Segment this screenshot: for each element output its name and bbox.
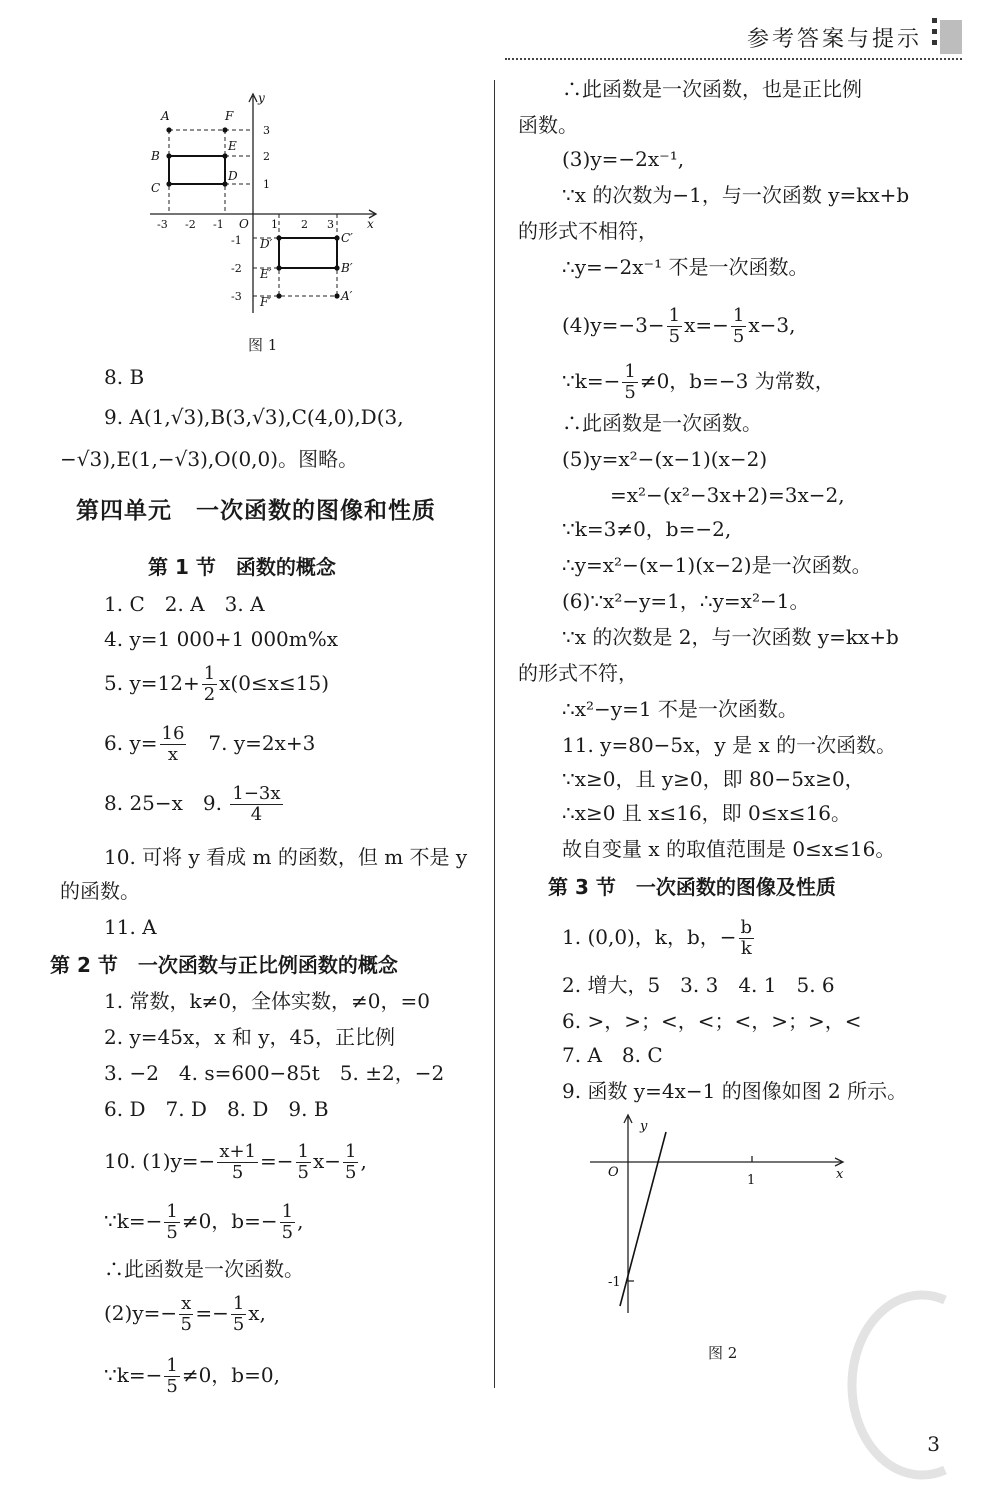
header-bar: [940, 20, 962, 54]
svg-text:D: D: [228, 169, 238, 183]
r-line-2: 函数。: [518, 113, 578, 137]
svg-text:E′: E′: [260, 267, 272, 281]
page-header: [0, 0, 1000, 70]
s1-answer-8-9: 8. 25−x 9. $\frac{1-3x}{4}$: [104, 783, 281, 825]
section-2-title: 第 2 节 一次函数与正比例函数的概念: [50, 953, 398, 977]
svg-text:-3: -3: [231, 290, 242, 303]
r-line-1: ∴此函数是一次函数，也是正比例: [562, 77, 862, 101]
r-line-3: (3)y=−2x⁻¹,: [562, 147, 685, 171]
figure-1-caption: 图 1: [248, 336, 278, 354]
section-3-title: 第 3 节 一次函数的图像及性质: [548, 875, 836, 899]
svg-text:x: x: [836, 1167, 844, 1182]
s3-answer-1: 1. (0,0)，k，b，− $\frac{b}{k}$: [562, 917, 753, 959]
r-line-5: 的形式不相符，: [518, 219, 658, 243]
r-line-20: ∴x≥0 且 x≤16，即 0≤x≤16。: [562, 801, 852, 825]
svg-text:B′: B′: [341, 261, 353, 275]
svg-text:2: 2: [301, 218, 308, 231]
r-line-15: ∵x 的次数是 2，与一次函数 y=kx+b: [562, 625, 899, 649]
unit-title: 第四单元 一次函数的图像和性质: [76, 498, 436, 524]
s2-answer-10-1: 10. (1)y=− $\frac{x+1}{5}$ =− $\frac{1}{5}$ x− $\frac{1}{5}$ ,: [104, 1141, 367, 1183]
svg-text:-1: -1: [231, 234, 242, 247]
svg-text:-3: -3: [157, 218, 168, 231]
r-line-12: ∵k=3≠0，b=−2,: [562, 517, 732, 541]
watermark-logo: [825, 1280, 975, 1490]
svg-text:x: x: [367, 217, 374, 231]
s1-answer-5: 5. y=12+ $\frac{1}{2}$ x(0≤x≤15): [104, 663, 330, 705]
r-line-7: (4)y=−3− $\frac{1}{5}$ x=− $\frac{1}{5}$ x−3,: [562, 305, 796, 347]
svg-text:3: 3: [327, 218, 334, 231]
svg-text:1: 1: [271, 218, 278, 231]
r-line-16: 的形式不符，: [518, 661, 638, 685]
s3-answer-2-5: 2. 增大，5 3. 3 4. 1 5. 6: [562, 973, 835, 997]
s2-answer-1: 1. 常数，k≠0，全体实数，≠0，=0: [104, 989, 431, 1013]
svg-text:A′: A′: [341, 289, 353, 303]
svg-text:-1: -1: [213, 218, 224, 231]
r-line-8: ∵k=− $\frac{1}{5}$ ≠0，b=−3 为常数，: [562, 361, 835, 403]
svg-text:y: y: [640, 1119, 648, 1134]
svg-text:2: 2: [263, 150, 270, 163]
s1-answer-10-line2: 的函数。: [60, 879, 140, 903]
r-line-4: ∵x 的次数为−1，与一次函数 y=kx+b: [562, 183, 910, 207]
r-line-6: ∴y=−2x⁻¹ 不是一次函数。: [562, 255, 809, 279]
s1-answer-10-line1: 10. 可将 y 看成 m 的函数，但 m 不是 y: [104, 845, 468, 869]
svg-text:C′: C′: [341, 231, 353, 245]
answer-9-line1: 9. A(1,√3),B(3,√3),C(4,0),D(3,: [104, 405, 404, 429]
r-line-14: (6)∵x²−y=1，∴y=x²−1。: [562, 589, 810, 613]
s2-answer-10-2: (2)y=− $\frac{x}{5}$ =− $\frac{1}{5}$ x,: [104, 1293, 266, 1335]
svg-text:O: O: [239, 217, 249, 231]
svg-text:-2: -2: [231, 262, 242, 275]
section-1-title: 第 1 节 函数的概念: [148, 555, 336, 579]
column-divider: [494, 80, 495, 1388]
svg-text:A: A: [161, 109, 170, 123]
s1-answer-11: 11. A: [104, 915, 157, 939]
svg-text:y: y: [258, 91, 265, 105]
svg-text:1: 1: [747, 1173, 756, 1188]
svg-text:B: B: [151, 149, 160, 163]
r-line-13: ∴y=x²−(x−1)(x−2)是一次函数。: [562, 553, 872, 577]
svg-text:3: 3: [263, 124, 270, 137]
s1-answers: 1. C 2. A 3. A: [104, 592, 265, 616]
header-title: 参考答案与提示: [746, 27, 922, 52]
figure-1: [145, 88, 385, 318]
svg-text:E: E: [228, 139, 237, 153]
s3-answer-9: 9. 函数 y=4x−1 的图像如图 2 所示。: [562, 1079, 908, 1103]
r-line-11: =x²−(x²−3x+2)=3x−2,: [610, 483, 845, 507]
s1-answer-6-7: 6. y= $\frac{16}{x}$ 7. y=2x+3: [104, 723, 316, 765]
r-line-17: ∴x²−y=1 不是一次函数。: [562, 697, 798, 721]
answer-9-line2: −√3),E(1,−√3),O(0,0)。图略。: [60, 447, 359, 471]
s2-answer-3-5: 3. −2 4. s=600−85t 5. ±2，−2: [104, 1061, 445, 1085]
header-rule: [505, 58, 962, 60]
s2-answer-10-1-k: ∵k=− $\frac{1}{5}$ ≠0，b=− $\frac{1}{5}$ ,: [104, 1201, 304, 1243]
figure-2-caption: 图 2: [708, 1344, 738, 1362]
svg-text:F′: F′: [260, 295, 272, 309]
r-line-9: ∴此函数是一次函数。: [562, 411, 762, 435]
svg-text:O: O: [608, 1165, 619, 1180]
svg-text:1: 1: [263, 178, 270, 191]
s3-answer-7-8: 7. A 8. C: [562, 1043, 663, 1067]
svg-text:-2: -2: [185, 218, 196, 231]
r-line-10: (5)y=x²−(x−1)(x−2): [562, 447, 768, 471]
r-line-18: 11. y=80−5x，y 是 x 的一次函数。: [562, 733, 897, 757]
answer-8: 8. B: [104, 365, 145, 389]
r-line-19: ∵x≥0，且 y≥0，即 80−5x≥0，: [562, 767, 865, 791]
s2-answer-2: 2. y=45x，x 和 y，45，正比例: [104, 1025, 395, 1049]
s2-answer-10-1-conclusion: ∴此函数是一次函数。: [104, 1257, 304, 1281]
r-line-21: 故自变量 x 的取值范围是 0≤x≤16。: [562, 837, 896, 861]
header-dots: [932, 18, 938, 58]
svg-text:C: C: [151, 181, 161, 195]
s2-answer-10-2-k: ∵k=− $\frac{1}{5}$ ≠0，b=0,: [104, 1355, 280, 1397]
s2-answer-6-9: 6. D 7. D 8. D 9. B: [104, 1097, 329, 1121]
s3-answer-6: 6. >，>；<，<；<，>；>，<: [562, 1009, 862, 1033]
page-number: 3: [927, 1432, 940, 1456]
figure-2: [580, 1108, 860, 1323]
svg-text:D′: D′: [260, 237, 273, 251]
s1-answer-4: 4. y=1 000+1 000m%x: [104, 627, 339, 651]
svg-text:-1: -1: [608, 1275, 621, 1290]
svg-text:F: F: [225, 109, 234, 123]
